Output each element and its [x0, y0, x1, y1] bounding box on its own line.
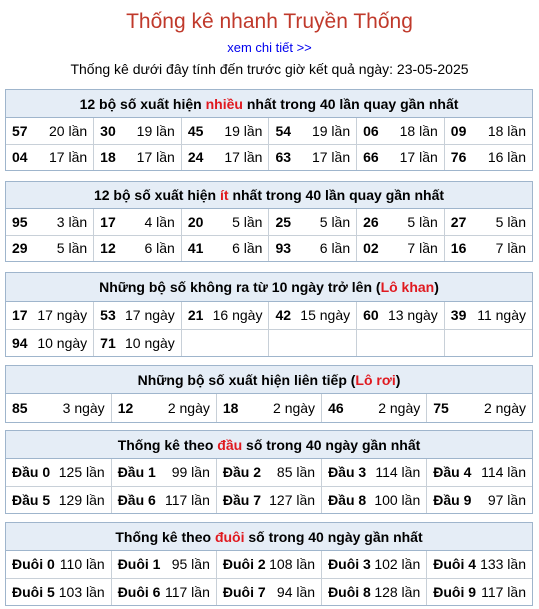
heading-text: 12 bộ số xuất hiện — [93, 187, 220, 203]
table-cell — [111, 578, 216, 605]
count-value: 2 ngày — [167, 400, 210, 416]
count-value: 2 ngày — [483, 400, 526, 416]
count-value: 128 lần — [374, 583, 421, 600]
number-label: 17 — [100, 213, 116, 230]
count-value: 94 lần — [276, 583, 316, 600]
table-cell — [444, 144, 532, 170]
number-label: 02 — [363, 240, 379, 257]
table-cell — [94, 302, 182, 329]
count-value: 13 ngày — [387, 307, 438, 324]
number-label: 18 — [222, 400, 239, 416]
number-label: 30 — [100, 122, 116, 139]
table-cell — [269, 209, 357, 235]
table-cell — [94, 329, 182, 356]
count-value: 117 lần — [164, 583, 210, 600]
table-row — [6, 302, 532, 329]
count-value: 6 lần — [232, 240, 263, 257]
table-row — [6, 394, 532, 422]
heading-text: ) — [434, 279, 439, 295]
page-subtitle: Thống kê dưới đây tính đến trước giờ kết quả ngày: 23-05-2025 — [70, 61, 469, 77]
section-lo-khan — [5, 272, 533, 357]
section-heading — [6, 182, 532, 209]
number-label: Đuôi 2 — [222, 556, 266, 573]
count-value: 10 ngày — [37, 334, 88, 351]
number-label: 26 — [363, 213, 379, 230]
count-value: 7 lần — [407, 240, 438, 257]
heading-highlight: đầu — [217, 437, 243, 453]
table-cell — [322, 486, 427, 513]
table-cell — [6, 209, 94, 235]
number-label: Đầu 6 — [117, 491, 156, 508]
heading-highlight: ít — [220, 187, 229, 203]
number-label: 95 — [12, 213, 28, 230]
number-label: 94 — [12, 334, 28, 351]
count-value: 110 lần — [59, 556, 105, 573]
count-value: 18 lần — [487, 122, 526, 139]
number-label: 20 — [187, 213, 204, 230]
section-heading — [6, 431, 532, 459]
number-label: Đầu 9 — [433, 491, 472, 508]
number-label: 66 — [363, 149, 379, 166]
number-label: 12 — [100, 240, 116, 257]
heading-text: Thống kê theo — [117, 437, 218, 453]
count-value: 10 ngày — [124, 334, 175, 351]
table-cell — [357, 144, 445, 170]
heading-text: nhất trong 40 lần quay gần nhất — [228, 187, 445, 203]
number-label: 27 — [450, 213, 467, 230]
number-label: 16 — [450, 240, 467, 257]
number-label: Đuôi 6 — [117, 583, 161, 600]
count-value: 3 ngày — [62, 400, 105, 416]
table-cell — [6, 551, 111, 578]
count-value: 95 lần — [171, 556, 210, 573]
table-cell — [94, 235, 182, 261]
count-value: 5 lần — [407, 213, 438, 230]
count-value: 117 lần — [164, 491, 210, 508]
number-label: 39 — [450, 307, 467, 324]
number-label: 93 — [275, 240, 292, 257]
count-value: 4 lần — [144, 213, 175, 230]
table-row — [6, 578, 532, 605]
number-label: 85 — [12, 400, 28, 416]
number-label: 24 — [187, 149, 204, 166]
number-label: 45 — [187, 122, 204, 139]
number-label: Đầu 0 — [12, 464, 51, 481]
count-value: 97 lần — [487, 491, 526, 508]
section-heading — [6, 273, 532, 302]
table-cell — [322, 578, 427, 605]
section-lo-roi — [5, 365, 533, 423]
heading-text: số trong 40 ngày gần nhất — [242, 437, 421, 453]
count-value: 125 lần — [58, 464, 105, 481]
table-row — [6, 551, 532, 578]
section-head-digits — [5, 430, 533, 514]
table-cell — [357, 302, 445, 329]
table-cell — [6, 394, 111, 422]
stats-table — [6, 459, 532, 513]
table-cell — [322, 459, 427, 486]
table-cell — [322, 394, 427, 422]
number-label: Đuôi 1 — [117, 556, 161, 573]
table-cell — [357, 329, 445, 356]
section-heading — [6, 90, 532, 118]
count-value: 15 ngày — [300, 307, 351, 324]
count-value: 5 lần — [319, 213, 351, 230]
number-label: 53 — [100, 307, 116, 324]
count-value: 114 lần — [375, 464, 421, 481]
table-cell — [322, 551, 427, 578]
number-label: 06 — [363, 122, 379, 139]
count-value: 114 lần — [481, 464, 526, 481]
heading-highlight: nhiều — [205, 96, 243, 112]
number-label: 46 — [328, 400, 344, 416]
table-cell — [269, 302, 357, 329]
number-label: Đuôi 8 — [328, 583, 371, 600]
table-cell — [357, 209, 445, 235]
number-label: 54 — [275, 122, 292, 139]
table-cell — [216, 578, 321, 605]
table-row — [6, 118, 532, 144]
count-value: 17 lần — [49, 149, 88, 166]
table-cell — [181, 144, 269, 170]
count-value: 3 lần — [56, 213, 88, 230]
count-value: 11 ngày — [477, 307, 526, 324]
number-label: 41 — [187, 240, 204, 257]
number-label: Đầu 7 — [222, 491, 261, 508]
table-cell — [6, 302, 94, 329]
heading-highlight: đuôi — [214, 529, 245, 545]
stats-table — [6, 302, 532, 356]
table-cell — [6, 118, 94, 144]
table-row — [6, 459, 532, 486]
heading-text: Thống kê theo — [115, 529, 215, 545]
count-value: 17 lần — [311, 149, 351, 166]
table-cell — [181, 302, 269, 329]
number-label: Đầu 1 — [117, 464, 156, 481]
table-row — [6, 329, 532, 356]
table-cell — [444, 235, 532, 261]
count-value: 16 lần — [487, 149, 526, 166]
number-label: Đầu 2 — [222, 464, 261, 481]
table-cell — [269, 235, 357, 261]
table-cell — [269, 144, 357, 170]
count-value: 2 ngày — [378, 400, 421, 416]
count-value: 99 lần — [171, 464, 210, 481]
table-cell — [111, 459, 216, 486]
count-value: 7 lần — [495, 240, 526, 257]
table-cell — [427, 551, 532, 578]
table-cell — [269, 118, 357, 144]
table-row — [6, 235, 532, 261]
number-label: Đầu 5 — [12, 491, 51, 508]
table-cell — [216, 459, 321, 486]
table-cell — [6, 486, 111, 513]
count-value: 129 lần — [58, 491, 105, 508]
number-label: 42 — [275, 307, 292, 324]
table-cell — [216, 551, 321, 578]
table-row — [6, 209, 532, 235]
table-cell — [6, 144, 94, 170]
table-cell — [6, 235, 94, 261]
count-value: 20 lần — [49, 122, 88, 139]
number-label: Đuôi 4 — [433, 556, 477, 573]
table-cell — [427, 394, 532, 422]
number-label: 76 — [450, 149, 467, 166]
number-label: 57 — [12, 122, 28, 139]
count-value: 18 lần — [399, 122, 438, 139]
table-cell — [181, 329, 269, 356]
count-value: 133 lần — [480, 556, 526, 573]
number-label: 21 — [187, 307, 204, 324]
stats-table — [6, 118, 532, 170]
count-value: 5 lần — [495, 213, 526, 230]
table-cell — [111, 486, 216, 513]
stats-table — [6, 394, 532, 422]
table-row — [6, 144, 532, 170]
table-cell — [94, 209, 182, 235]
table-cell — [444, 118, 532, 144]
section-most-frequent — [5, 89, 533, 171]
table-row — [6, 486, 532, 513]
heading-highlight: Lô khan — [380, 279, 435, 295]
section-heading — [6, 366, 532, 394]
number-label: 71 — [100, 334, 116, 351]
table-cell — [6, 459, 111, 486]
count-value: 19 lần — [224, 122, 263, 139]
table-cell — [357, 118, 445, 144]
number-label: 63 — [275, 149, 292, 166]
heading-text: nhất trong 40 lần quay gần nhất — [242, 96, 459, 112]
number-label: 17 — [12, 307, 28, 324]
number-label: Đuôi 9 — [433, 583, 477, 600]
count-value: 17 ngày — [124, 307, 175, 324]
number-label: 75 — [433, 400, 449, 416]
number-label: 12 — [117, 400, 134, 416]
count-value: 103 lần — [58, 583, 105, 600]
count-value: 19 lần — [136, 122, 175, 139]
heading-text: 12 bộ số xuất hiện — [79, 96, 206, 112]
count-value: 102 lần — [374, 556, 421, 573]
number-label: Đầu 8 — [328, 491, 367, 508]
table-cell — [6, 578, 111, 605]
number-label: Đầu 3 — [328, 464, 367, 481]
count-value: 85 lần — [276, 464, 316, 481]
table-cell — [181, 209, 269, 235]
table-cell — [444, 302, 532, 329]
count-value: 6 lần — [144, 240, 175, 257]
count-value: 17 ngày — [37, 307, 88, 324]
page-title: Thống kê nhanh Truyền Thống — [126, 10, 413, 33]
number-label: 18 — [100, 149, 116, 166]
table-cell — [444, 209, 532, 235]
number-label: 25 — [275, 213, 292, 230]
section-tail-digits — [5, 522, 533, 606]
heading-highlight: Lô rơi — [355, 372, 396, 388]
number-label: 29 — [12, 240, 28, 257]
count-value: 17 lần — [399, 149, 438, 166]
table-cell — [269, 329, 357, 356]
number-label: Đuôi 7 — [222, 583, 266, 600]
count-value: 108 lần — [269, 556, 316, 573]
table-cell — [181, 118, 269, 144]
section-least-frequent — [5, 181, 533, 262]
stats-table — [6, 551, 532, 605]
count-value: 19 lần — [311, 122, 351, 139]
table-cell — [444, 329, 532, 356]
table-cell — [94, 118, 182, 144]
number-label: Đuôi 3 — [328, 556, 371, 573]
number-label: Đuôi 5 — [12, 583, 55, 600]
heading-text: Những bộ số xuất hiện liên tiếp ( — [137, 372, 356, 388]
count-value: 117 lần — [481, 583, 526, 600]
count-value: 127 lần — [269, 491, 316, 508]
table-cell — [181, 235, 269, 261]
count-value: 2 ngày — [273, 400, 316, 416]
count-value: 17 lần — [224, 149, 263, 166]
count-value: 16 ngày — [212, 307, 263, 324]
count-value: 17 lần — [136, 149, 175, 166]
table-cell — [427, 459, 532, 486]
table-cell — [216, 394, 321, 422]
table-cell — [111, 394, 216, 422]
number-label: Đuôi 0 — [12, 556, 55, 573]
heading-text: Những bộ số không ra từ 10 ngày trở lên ( — [99, 279, 381, 295]
number-label: 60 — [363, 307, 379, 324]
count-value: 100 lần — [374, 491, 421, 508]
table-cell — [6, 329, 94, 356]
number-label: Đầu 4 — [433, 464, 472, 481]
count-value: 5 lần — [232, 213, 263, 230]
heading-text: ) — [395, 372, 401, 388]
count-value: 5 lần — [56, 240, 88, 257]
table-cell — [427, 578, 532, 605]
table-cell — [216, 486, 321, 513]
section-heading — [6, 523, 532, 551]
view-details-link[interactable]: xem chi tiết >> — [227, 40, 312, 55]
table-cell — [94, 144, 182, 170]
table-cell — [427, 486, 532, 513]
count-value: 6 lần — [319, 240, 351, 257]
number-label: 04 — [12, 149, 28, 166]
number-label: 09 — [450, 122, 467, 139]
stats-table — [6, 209, 532, 261]
table-cell — [111, 551, 216, 578]
heading-text: số trong 40 ngày gần nhất — [244, 529, 423, 545]
table-cell — [357, 235, 445, 261]
